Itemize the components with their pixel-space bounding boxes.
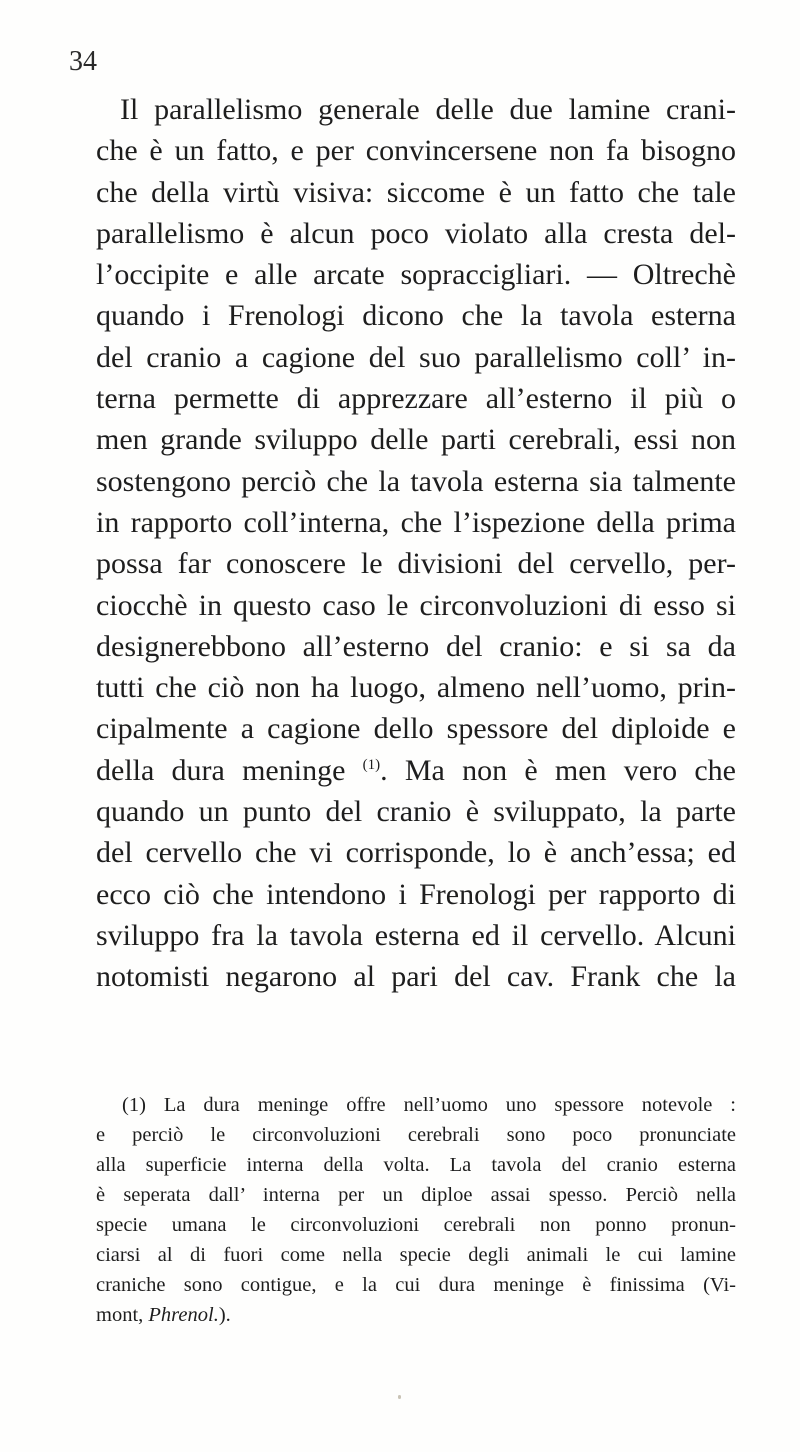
text-line: ciocchè in questo caso le circonvoluzioni di esso si <box>96 588 736 622</box>
footnote-line: specie umana le circonvoluzioni cerebrali non ponno pronun- <box>96 1214 736 1236</box>
main-text <box>96 89 736 998</box>
text-line: ecco ciò che intendono i Frenologi per rapporto di <box>96 877 736 911</box>
text-line: sviluppo fra la tavola esterna ed il cervello. Alcuni <box>96 918 736 952</box>
text-line: che è un fatto, e per convincersene non fa bisogno <box>96 134 736 168</box>
text-line: quando i Frenologi dicono che la tavola esterna <box>96 299 736 333</box>
text-line: tutti che ciò non ha luogo, almeno nell’uomo, prin- <box>96 671 736 705</box>
page-number: 34 <box>69 46 97 77</box>
text-segment: ). <box>218 1304 231 1326</box>
text-line: l’occipite e alle arcate sopraccigliari. — Oltrechè <box>96 258 736 292</box>
footnote-line-last <box>96 1300 736 1330</box>
footnote-line: craniche sono contigue, e la cui dura meninge è finissima (Vi- <box>96 1274 736 1296</box>
text-line: del cervello che vi corrisponde, lo è anch’essa; ed <box>96 836 736 870</box>
text-line-with-footnote-ref <box>96 750 736 791</box>
text-line: che della virtù visiva: siccome è un fatto che tale <box>96 175 736 209</box>
footnote-line: ciarsi al di fuori come nella specie degli animali le cui lamine <box>96 1244 736 1266</box>
text-line: quando un punto del cranio è sviluppato, la parte <box>96 795 736 829</box>
text-line: parallelismo è alcun poco violato alla cresta del- <box>96 216 736 250</box>
footnote-ref: (1) <box>362 756 381 773</box>
footnote-line: (1) La dura meninge offre nell’uomo uno spessore notevole : <box>122 1094 736 1116</box>
text-line: in rapporto coll’interna, che l’ispezione della prima <box>96 505 736 539</box>
text-line: del cranio a cagione del suo parallelismo coll’ in- <box>96 340 736 374</box>
text-line: cipalmente a cagione dello spessore del diploide e <box>96 712 736 746</box>
text-line: designerebbono all’esterno del cranio: e si sa da <box>96 629 736 663</box>
citation-italic: Phrenol. <box>148 1304 219 1326</box>
footnote-line: e perciò le circonvoluzioni cerebrali sono poco pronunciate <box>96 1124 736 1146</box>
text-segment: . Ma non è men vero che <box>380 753 736 787</box>
text-segment: mont, <box>96 1304 149 1326</box>
text-line: Il parallelismo generale delle due lamine crani- <box>120 93 736 126</box>
text-segment: della dura meninge <box>96 753 346 787</box>
footnote-line: è seperata dall’ interna per un diploe assai spesso. Perciò nella <box>96 1184 736 1206</box>
text-line: terna permette di apprezzare all’esterno il più o <box>96 382 736 416</box>
text-line: sostengono perciò che la tavola esterna sia talmente <box>96 464 736 498</box>
text-line: notomisti negarono al pari del cav. Frank che la <box>96 960 736 994</box>
paper-speck <box>398 1395 401 1399</box>
footnote-line: alla superficie interna della volta. La tavola del cranio esterna <box>96 1154 736 1176</box>
text-line: possa far conoscere le divisioni del cervello, per- <box>96 547 736 581</box>
footnote <box>96 1090 736 1330</box>
text-line: men grande sviluppo delle parti cerebrali, essi non <box>96 423 736 457</box>
